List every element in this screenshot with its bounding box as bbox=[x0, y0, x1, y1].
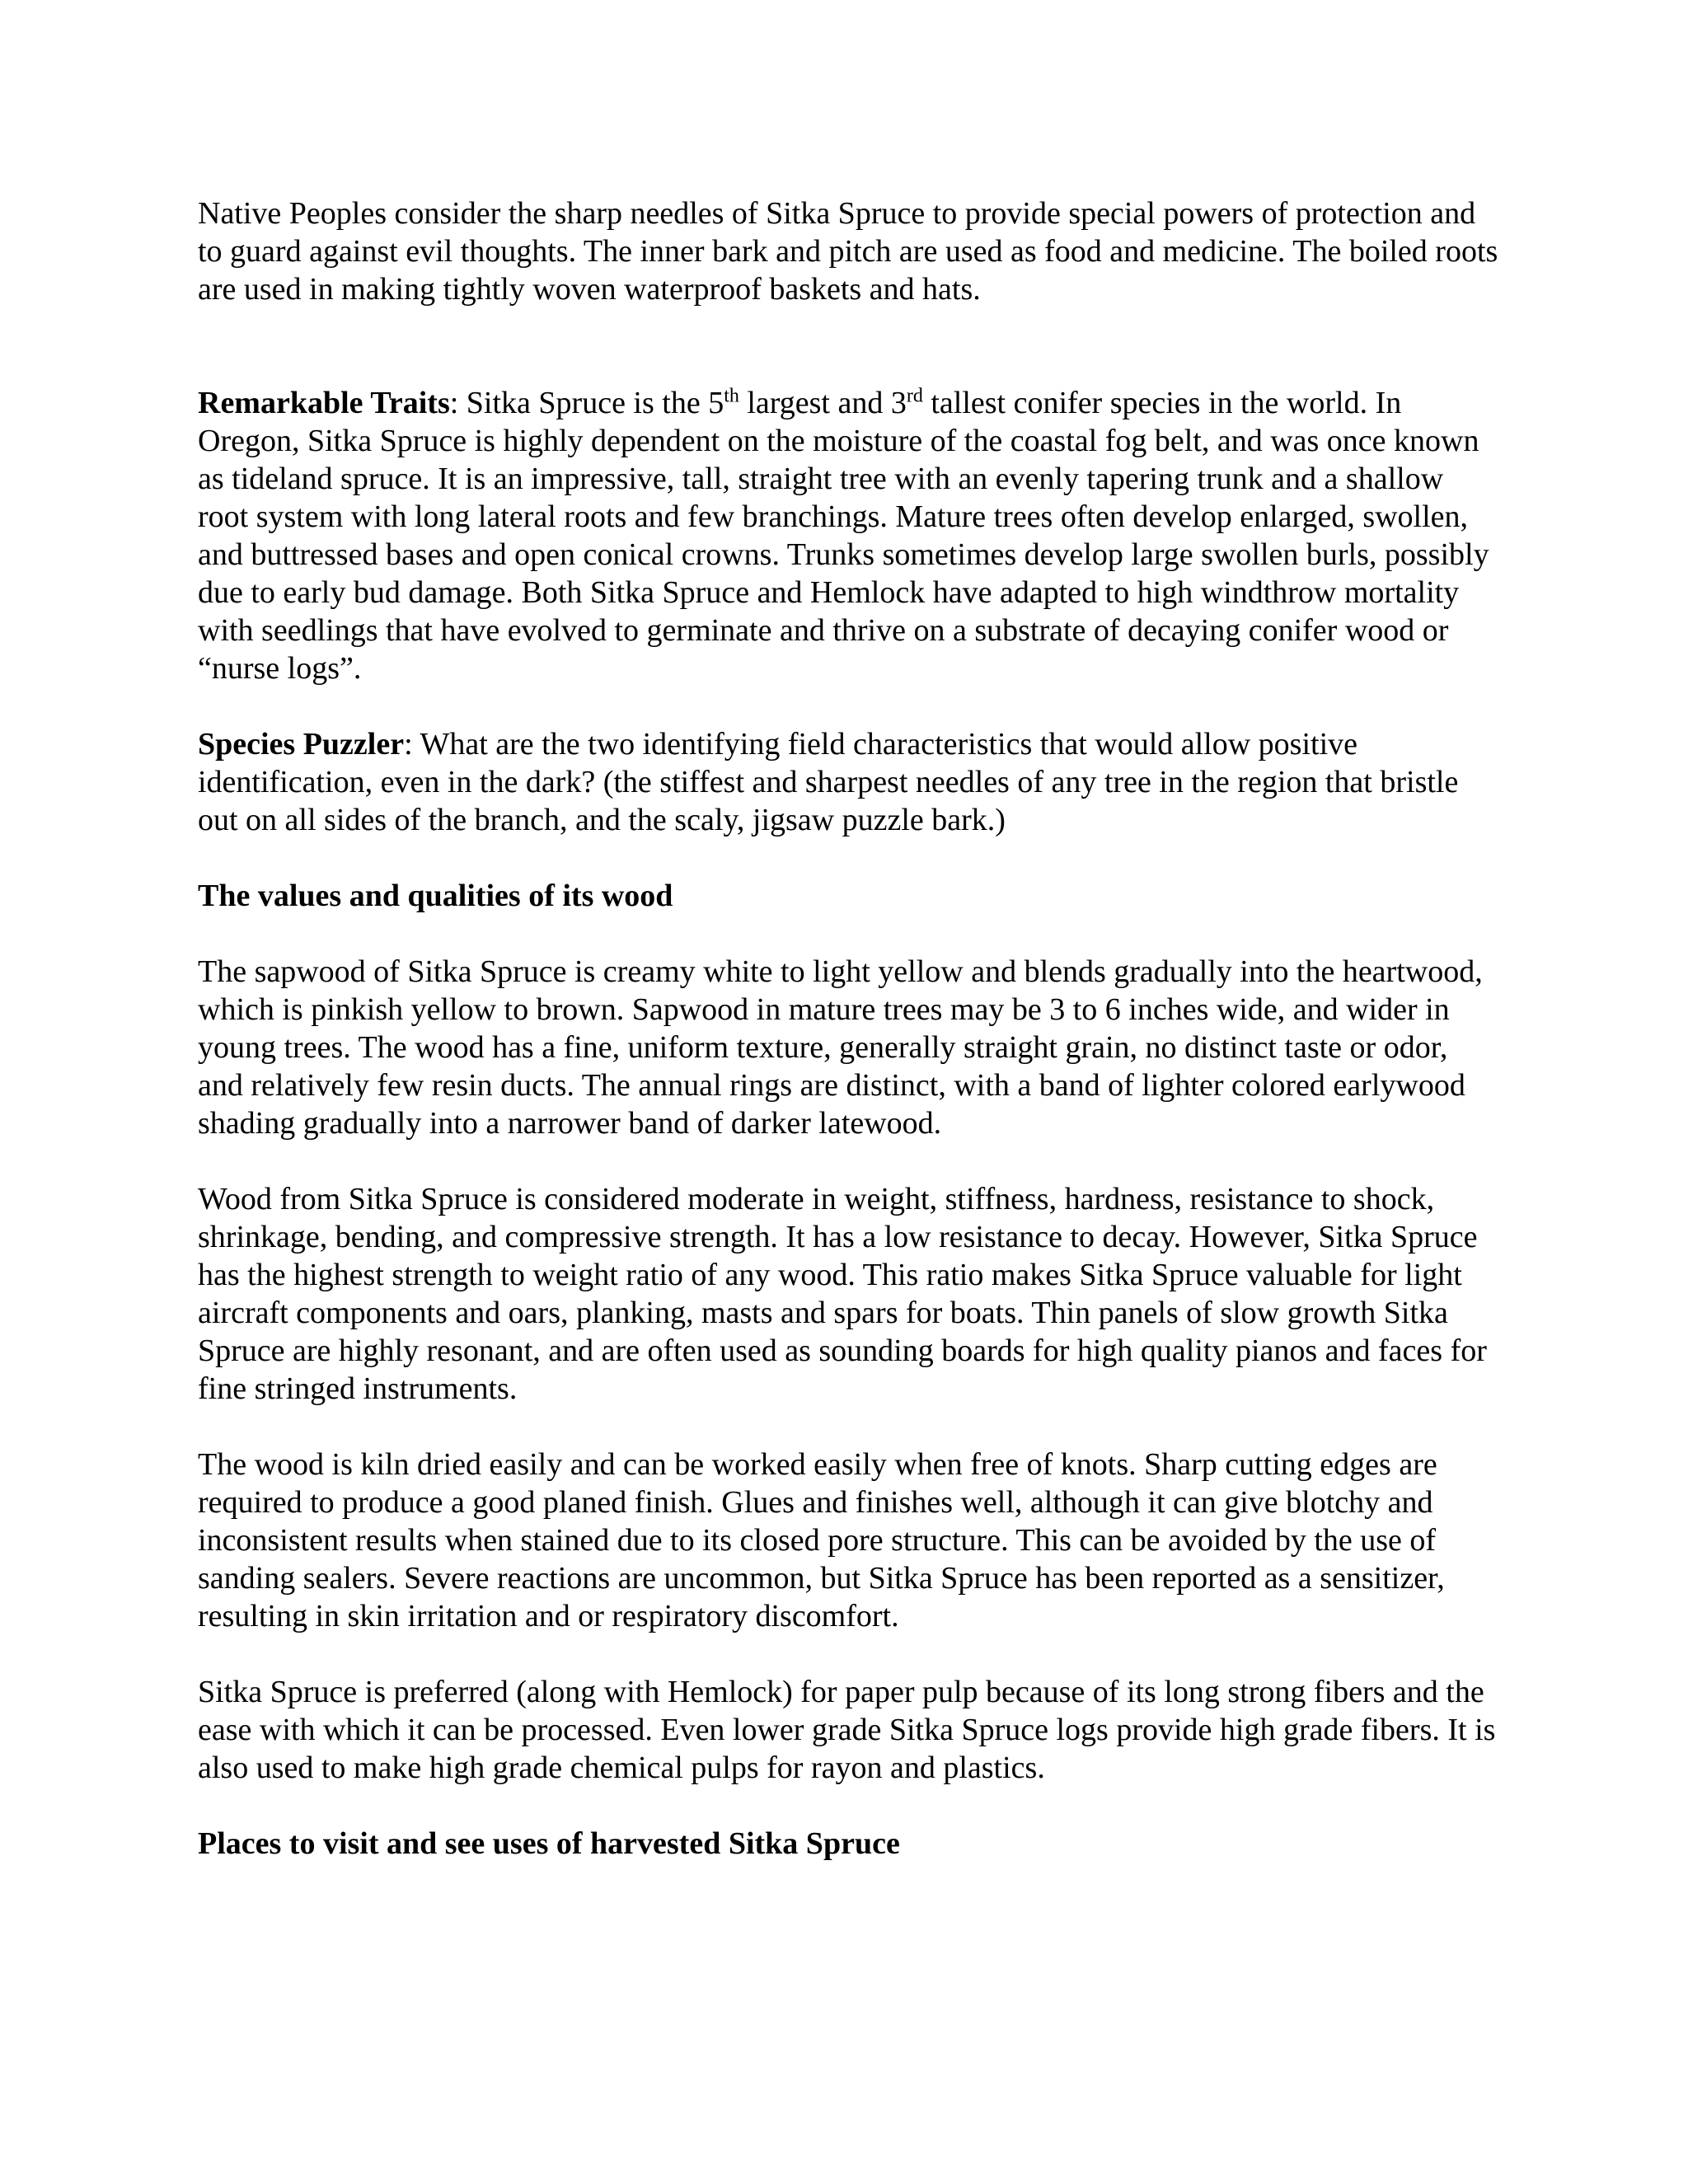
remarkable-traits-paragraph bbox=[198, 384, 1500, 687]
document-page bbox=[198, 194, 1500, 1900]
wood-paragraph-pulp: Sitka Spruce is preferred (along with Hemlock) for paper pulp because of its long strong fibers and the ease with which it can be processed. Even lower grade Sitka Spruce logs provide high grade fibers. It is also used to make high grade chemical pulps for rayon and plastics. bbox=[198, 1675, 1496, 1785]
superscript-rd: rd bbox=[906, 385, 923, 407]
intro-paragraph: Native Peoples consider the sharp needles of Sitka Spruce to provide special powers of protection and to guard against evil thoughts. The inner bark and pitch are used as food and medicine. The boiled roots are used in making tightly woven waterproof baskets and hats. bbox=[198, 196, 1498, 307]
species-puzzler-text: What are the two identifying field characteristics that would allow positive identification, even in the dark? (the stiffest and sharpest needles of any tree in the region that bristle out on all sides of the branch, and the scaly, jigsaw puzzle bark.) bbox=[198, 727, 1459, 837]
remarkable-traits-label: Remarkable Traits bbox=[198, 386, 450, 420]
wood-values-heading: The values and qualities of its wood bbox=[198, 879, 673, 913]
remarkable-traits-separator: : bbox=[449, 386, 467, 420]
remarkable-traits-text-2: largest and 3 bbox=[738, 386, 907, 420]
species-puzzler-separator: : bbox=[404, 727, 420, 762]
remarkable-traits-text-3: tallest conifer species in the world. In Oregon, Sitka Spruce is highly dependent on the moisture of the coastal fog belt, and was once known as tideland spruce. It is an impressive, tall, straight tree with an evenly tapering trunk and a shallow root system with long lateral roots and few branchings. Mature trees often develop enlarged, swollen, and buttressed bases and open conical crowns. Trunks sometimes develop large swollen burls, possibly due to early bud damage. Both Sitka Spruce and Hemlock have adapted to high windthrow mortality with seedlings that have evolved to germinate and thrive on a substrate of decaying conifer wood or “nurse logs”. bbox=[198, 386, 1489, 686]
species-puzzler-paragraph bbox=[198, 725, 1500, 839]
wood-paragraph-strength: Wood from Sitka Spruce is considered moderate in weight, stiffness, hardness, resistance to shock, shrinkage, bending, and compressive strength. It has a low resistance to decay. However, Sitka Spruce has the highest strength to weight ratio of any wood. This ratio makes Sitka Spruce valuable for light aircraft components and oars, planking, masts and spars for boats. Thin panels of slow growth Sitka Spruce are highly resonant, and are often used as sounding boards for high quality pianos and faces for fine stringed instruments. bbox=[198, 1182, 1487, 1406]
wood-paragraph-sapwood: The sapwood of Sitka Spruce is creamy white to light yellow and blends gradually into the heartwood, which is pinkish yellow to brown. Sapwood in mature trees may be 3 to 6 inches wide, and wider in young trees. The wood has a fine, uniform texture, generally straight grain, no distinct taste or odor, and relatively few resin ducts. The annual rings are distinct, with a band of lighter colored earlywood shading gradually into a narrower band of darker latewood. bbox=[198, 954, 1483, 1141]
places-to-visit-heading: Places to visit and see uses of harvested Sitka Spruce bbox=[198, 1826, 900, 1861]
species-puzzler-label: Species Puzzler bbox=[198, 727, 405, 762]
superscript-th: th bbox=[724, 385, 739, 407]
remarkable-traits-text-1: Sitka Spruce is the 5 bbox=[466, 386, 724, 420]
wood-paragraph-workability: The wood is kiln dried easily and can be worked easily when free of knots. Sharp cutting edges are required to produce a good planed finish. Glues and finishes well, although it can give blotchy and inconsistent results when stained due to its closed pore structure. This can be avoided by the use of sanding sealers. Severe reactions are uncommon, but Sitka Spruce has been reported as a sensitizer, resulting in skin irritation and or respiratory discomfort. bbox=[198, 1447, 1445, 1633]
